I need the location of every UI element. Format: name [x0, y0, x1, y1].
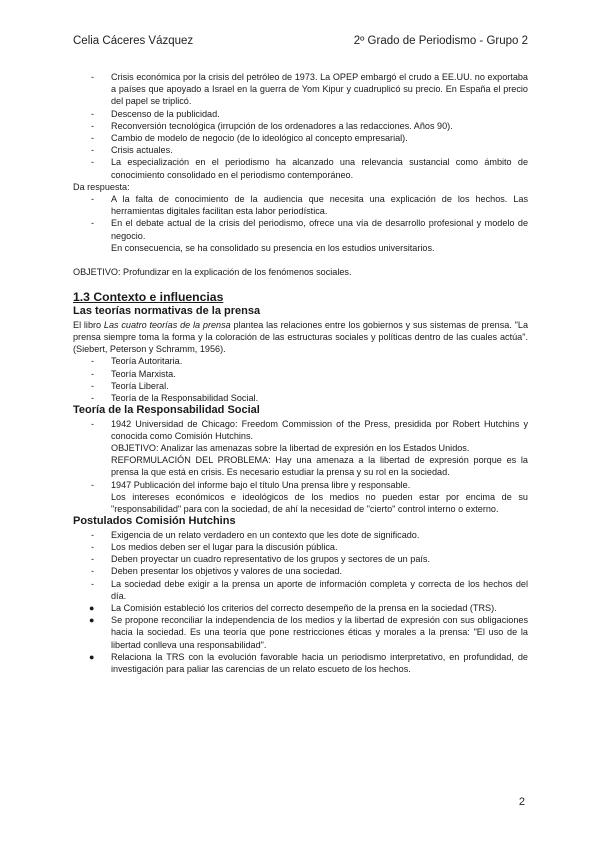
- list-item: - Teoría de la Responsabilidad Social.: [91, 392, 259, 403]
- list-item-continuation: Los intereses económicos e ideológicos de los medios no pueden estar por encima de su "responsabilidad" para con la sociedad, de ahí la necesidad de "cierto" control interno o externo.: [111, 491, 528, 515]
- list-item-continuation: REFORMULACIÓN DEL PROBLEMA: Hay una amenaza a la libertad de expresión porque es la prensa la que está en crisis. Es necesario estudiar la prensa y su rol en la sociedad.: [111, 455, 528, 478]
- subsection-title-normative-theories: Las teorías normativas de la prensa: [73, 305, 261, 318]
- list-item: - Los medios deben ser el lugar para la discusión pública.: [91, 542, 338, 552]
- list-item: - 1942 Universidad de Chicago: Freedom Commission of the Press, presidida por Robert Hutchins y conocida como Comisión Hutchins.: [91, 418, 528, 441]
- list-item: - Teoría Marxista.: [91, 368, 176, 379]
- trs-list: [73, 418, 528, 516]
- list-item: - Teoría Liberal.: [91, 380, 169, 391]
- objective-text: OBJETIVO: Profundizar en la explicación de los fenómenos sociales.: [73, 267, 352, 278]
- list-item: - En el debate actual de la crisis del periodismo, ofrece una vía de desarrollo profesional y modelo de negocio.: [91, 218, 528, 241]
- book-title: Las cuatro teorías de la prensa: [103, 319, 231, 330]
- section-title: 1.3 Contexto e influencias: [73, 290, 224, 305]
- list-item: - Descenso de la publicidad.: [91, 108, 220, 119]
- theories-list: [73, 355, 528, 404]
- list-item: - 1947 Publicación del informe bajo el título Una prensa libre y responsable.: [91, 479, 411, 490]
- bullet-icon: ●: [89, 615, 95, 626]
- list-item: - La especialización en el periodismo ha alcanzado una relevancia sustancial como ámbito de conocimiento consolidado en el periodismo contemporáneo.: [91, 157, 528, 180]
- list-item: - Exigencia de un relato verdadero en un contexto que les dote de significado.: [91, 529, 420, 540]
- list-item: - La sociedad debe exigir a la prensa un aporte de información completa y correcta de los hechos del día.: [91, 578, 528, 601]
- answer-list: [73, 193, 528, 254]
- answer-label: Da respuesta:: [73, 181, 130, 192]
- bullet-icon: ●: [89, 651, 95, 662]
- page-content: [73, 71, 528, 675]
- list-item: - Deben presentar los objetivos y valores de una sociedad.: [91, 566, 343, 577]
- header-author: Celia Cáceres Vázquez: [73, 35, 194, 47]
- list-item-continuation: En consecuencia, se ha consolidado su presencia en los estudios universitarios.: [111, 242, 435, 253]
- causes-list: [73, 71, 528, 181]
- subsection-title-social-responsibility: Teoría de la Responsabilidad Social: [73, 404, 260, 417]
- postulates-list: [73, 529, 528, 675]
- bullet-icon: ●: [89, 603, 95, 614]
- list-item: ● Se propone reconciliar la independencia de los medios y la libertad de expresión con sus obligaciones hacia la sociedad. Es una teoría que pone restricciones éticas y morales a la prensa: "El uso de la libertad conlleva una responsabilidad".: [89, 615, 528, 650]
- list-item: - Crisis económica por la crisis del petróleo de 1973. La OPEP embargó el crudo a EE.UU. no exportaba a países que apoyado a Israel en la guerra de Yom Kipur y cuadruplicó su precio. En España el precio del papel se triplicó.: [91, 72, 528, 107]
- list-item: ● La Comisión estableció los criterios del correcto desempeño de la prensa en la sociedad (TRS).: [89, 603, 497, 614]
- list-item: - Reconversión tecnológica (irrupción de los ordenadores a las redacciones. Años 90).: [91, 120, 453, 131]
- list-item: - Deben proyectar un cuadro representativo de los grupos y sectores de un país.: [91, 554, 430, 565]
- list-item: - Crisis actuales.: [91, 145, 173, 156]
- intro-paragraph: El libro Las cuatro teorías de la prensa plantea las relaciones entre los gobiernos y sus sistemas de prensa. "La prensa siempre toma la forma y la coloración de las estructuras sociales y políticas dentro de las cuales actúa". (Siebert, Peterson y Schramm, 1956).: [73, 319, 529, 355]
- list-item: ● Relaciona la TRS con la evolución favorable hacia un periodismo interpretativo, en profundidad, de investigación para paliar las carencias de un relato escueto de los hechos.: [89, 651, 528, 675]
- list-item: - Teoría Autoritaria.: [91, 356, 183, 367]
- list-item-continuation: OBJETIVO: Analizar las amenazas sobre la libertad de expresión en los Estados Unidos.: [111, 443, 470, 454]
- header-course: 2º Grado de Periodismo - Grupo 2: [353, 35, 528, 47]
- page-number: 2: [518, 796, 525, 808]
- subsection-title-hutchins-postulates: Postulados Comisión Hutchins: [73, 515, 236, 528]
- list-item: - Cambio de modelo de negocio (de lo ideológico al concepto empresarial).: [91, 133, 408, 144]
- list-item: - A la falta de conocimiento de la audiencia que necesita una explicación de los hechos. Las herramientas digitales facilitan esta labor periodística.: [91, 194, 528, 217]
